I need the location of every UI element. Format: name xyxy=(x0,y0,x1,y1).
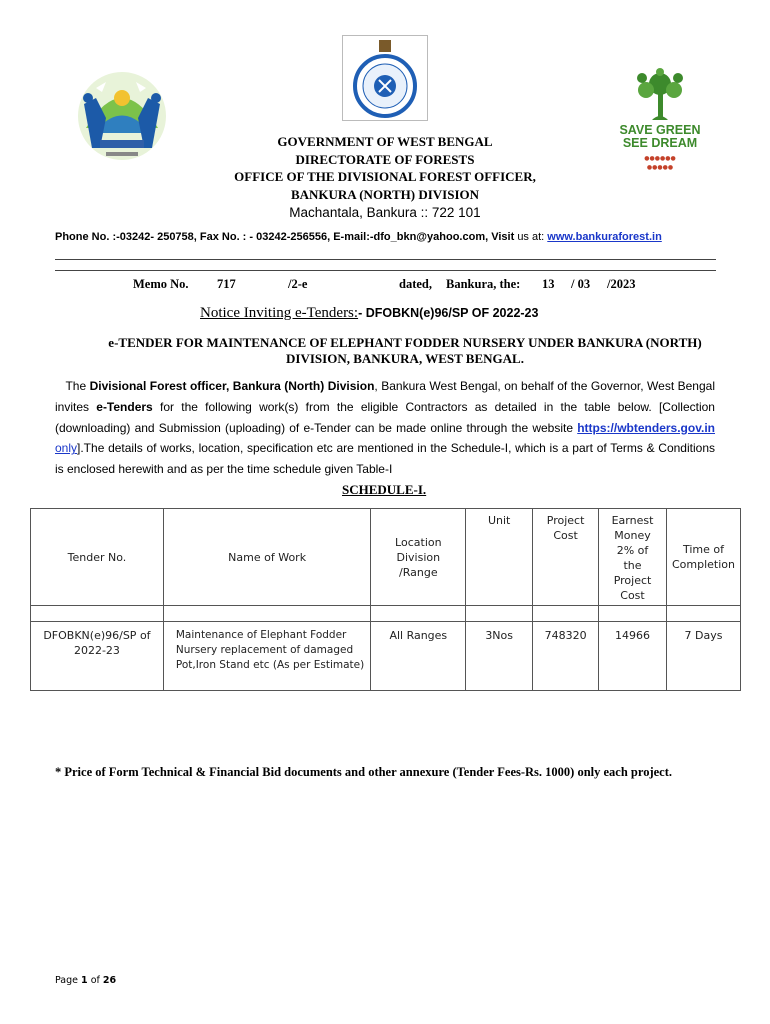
header-project-cost: Project Cost xyxy=(533,509,599,606)
header-line-2: DIRECTORATE OF FORESTS xyxy=(295,151,475,167)
contact-us-at: us at: xyxy=(517,231,545,243)
state-emblem-icon xyxy=(342,35,428,121)
office-header xyxy=(170,133,600,222)
etender-title: e-TENDER FOR MAINTENANCE OF ELEPHANT FODDER NURSERY UNDER BANKURA (NORTH) DIVISION, BANKURA, WEST BENGAL. xyxy=(108,335,702,366)
memo-month: / 03 xyxy=(571,277,591,291)
notice-heading xyxy=(200,305,538,322)
table-spacer-row xyxy=(31,606,741,622)
header-earnest-money: Earnest Money 2% of the Project Cost xyxy=(599,509,667,606)
memo-number: 717 xyxy=(217,277,236,291)
invitation-paragraph xyxy=(55,376,715,480)
notice-reference: - DFOBKN(e)96/SP OF 2022-23 xyxy=(358,306,539,320)
tender-fee-note: * Price of Form Technical & Financial Bid documents and other annexure (Tender Fees-Rs. 1000) only each project. xyxy=(55,765,672,779)
header-time-of-completion: Time of Completion xyxy=(666,509,740,606)
header-line-4: BANKURA (NORTH) DIVISION xyxy=(290,186,480,202)
memo-place: Bankura, the: xyxy=(446,277,521,291)
website-link[interactable]: www.bankuraforest.in xyxy=(547,231,662,243)
header-address: Machantala, Bankura :: 722 101 xyxy=(289,205,481,220)
cell-project-cost: 748320 xyxy=(533,622,599,691)
memo-label: Memo No. xyxy=(133,277,189,291)
table-row xyxy=(31,622,741,691)
cell-unit: 3Nos xyxy=(466,622,533,691)
header-line-3: OFFICE OF THE DIVISIONAL FOREST OFFICER, xyxy=(234,169,536,184)
para-text-4: ].The details of works, location, specification etc are mentioned in the Schedule-I, which is a part of Terms & Conditions is enclosed herewith and as per the time schedule given Table-I xyxy=(55,441,715,477)
table-header-row xyxy=(31,509,741,606)
wbtenders-link-tail: only xyxy=(55,441,78,456)
cell-earnest-money: 14966 xyxy=(599,622,667,691)
header-line-1: GOVERNMENT OF WEST BENGAL xyxy=(277,134,493,149)
notice-title: Notice Inviting e-Tenders: xyxy=(200,305,359,321)
contact-line xyxy=(55,231,715,243)
header-name-of-work: Name of Work xyxy=(163,509,371,606)
schedule-title: SCHEDULE-I. xyxy=(342,482,427,497)
ban-bibhag-logo-icon xyxy=(66,58,178,170)
para-text-1: The xyxy=(65,379,90,393)
para-bold-office: Divisional Forest officer, Bankura (North) Division xyxy=(89,379,375,393)
memo-day: 13 xyxy=(542,277,555,291)
contact-details: Phone No. :-03242- 250758, Fax No. : - 03242-256556, E-mail:-dfo_bkn@yahoo.com, Visit xyxy=(55,231,515,243)
cell-tender-no: DFOBKN(e)96/SP of 2022-23 xyxy=(31,622,164,691)
header-location: Location Division /Range xyxy=(371,509,466,606)
cell-time-of-completion: 7 Days xyxy=(666,622,740,691)
save-green-slogan: SAVE GREEN SEE DREAM xyxy=(619,123,701,150)
slogan-subtext: ●●●●●● ●●●●● xyxy=(644,155,676,171)
para-text-2: , Bankura West Bengal, on behalf of the Governor, West Bengal invites xyxy=(55,379,715,414)
para-bold-etenders: e-Tenders xyxy=(96,399,153,414)
para-text-3: for the following work(s) from the eligible Contractors as detailed in the table below. [Collection (downloading) and Submission (uploading) of e-Tender can be made online through the website xyxy=(55,399,715,435)
schedule-table xyxy=(30,508,741,691)
divider-top xyxy=(55,259,716,260)
tree-logo-icon xyxy=(616,68,704,186)
divider-bottom xyxy=(55,270,716,271)
memo-year: /2023 xyxy=(607,277,636,291)
cell-location: All Ranges xyxy=(371,622,466,691)
cell-name-of-work: Maintenance of Elephant Fodder Nursery replacement of damaged Pot,Iron Stand etc (As per Estimate) xyxy=(163,622,371,691)
memo-suffix: /2-e xyxy=(288,277,308,291)
header-unit: Unit xyxy=(466,509,533,606)
memo-dated: dated, xyxy=(399,277,432,291)
header-tender-no: Tender No. xyxy=(31,509,164,606)
page-number: Page 1 of 26 xyxy=(55,975,117,986)
wbtenders-link-text: https://wbtenders.gov.in xyxy=(577,420,715,435)
